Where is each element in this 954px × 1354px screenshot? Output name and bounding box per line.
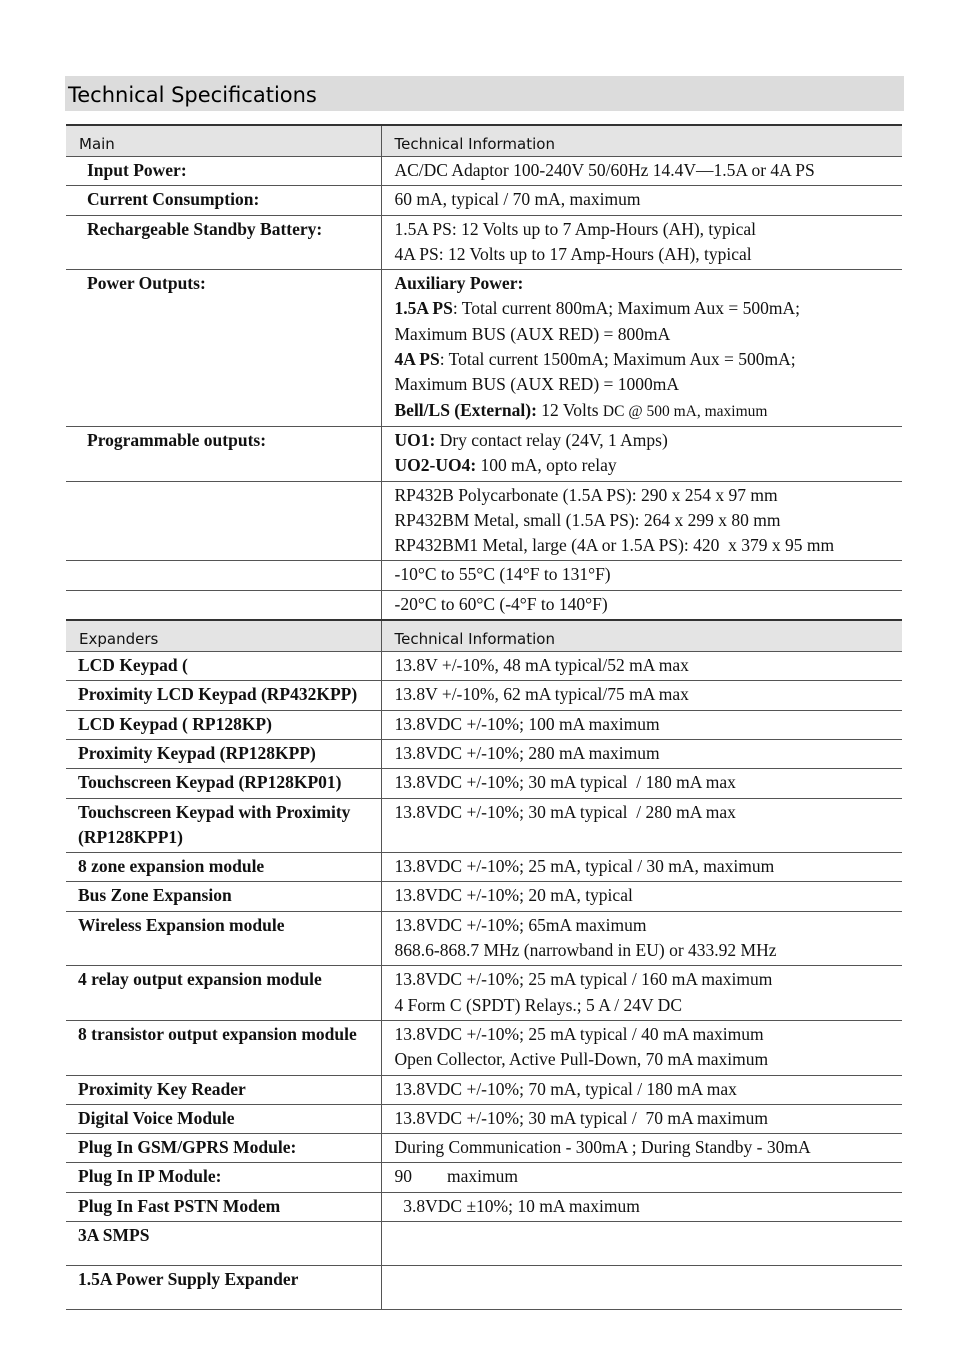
- spec-value-line: 4 Form C (SPDT) Relays.; 5 A / 24V DC: [394, 994, 682, 1015]
- spec-value-line: AC/DC Adaptor 100-240V 50/60Hz 14.4V—1.5A or 4A PS: [394, 160, 815, 180]
- spec-value-line: 13.8VDC +/-10%; 100 mA maximum: [394, 713, 660, 734]
- expanders-row: [66, 853, 902, 882]
- spec-name: Digital Voice Module: [66, 1104, 381, 1133]
- spec-value-line: 13.8VDC +/-10%; 25 mA, typical / 30 mA, maximum: [394, 856, 775, 877]
- spec-name: Touchscreen Keypad (RP128KP01): [66, 769, 381, 798]
- spec-value-line: RP432BM1 Metal, large (4A or 1.5A PS): 420 x 379 x 95 mm: [394, 535, 835, 556]
- main-row: [66, 561, 902, 590]
- spec-value-text: Maximum BUS (AUX RED) = 1000mA: [394, 374, 680, 395]
- expanders-header-info: Technical Information: [381, 620, 902, 652]
- spec-value: [381, 481, 902, 561]
- spec-name: Rechargeable Standby Battery:: [66, 215, 381, 270]
- spec-name: 8 zone expansion module: [66, 853, 381, 882]
- spec-value-line: 13.8VDC +/-10%; 20 mA, typical: [394, 885, 633, 906]
- spec-value-line: 13.8V +/-10%, 62 mA typical/75 mA max: [394, 684, 689, 705]
- spec-name: Bus Zone Expansion: [66, 882, 381, 911]
- spec-value-line: [395, 322, 897, 347]
- spec-value: [381, 681, 902, 710]
- spec-name: Touchscreen Keypad with Proximity (RP128KPP1): [66, 798, 381, 853]
- spec-value-line: [395, 428, 897, 453]
- expanders-row: [66, 966, 902, 1021]
- expanders-row: [66, 1265, 902, 1309]
- spec-value-line: 3.8VDC ±10%; 10 mA maximum: [394, 1195, 640, 1216]
- spec-value-note: DC @ 500 mA, maximum: [602, 402, 768, 420]
- spec-value-emphasis: 4A PS: [394, 349, 440, 370]
- page-title: Technical Specifications: [68, 83, 317, 107]
- spec-name: LCD Keypad (: [66, 652, 381, 681]
- spec-value-line: 60 mA, typical / 70 mA, maximum: [394, 189, 641, 210]
- spec-value: [381, 853, 902, 882]
- spec-value-line: [395, 1267, 897, 1292]
- spec-name: Power Outputs:: [66, 270, 381, 427]
- spec-value: [381, 590, 902, 620]
- spec-value-line: 13.8VDC +/-10%; 25 mA typical / 40 mA maximum: [394, 1023, 764, 1044]
- expanders-row: [66, 1163, 902, 1192]
- spec-value-text: Dry contact relay (24V, 1 Amps): [435, 429, 668, 450]
- expanders-row: [66, 1104, 902, 1133]
- spec-value-text: : Total current 1500mA; Maximum Aux = 500mA;: [439, 349, 796, 370]
- spec-value-text: Maximum BUS (AUX RED) = 800mA: [394, 323, 671, 344]
- spec-value: [381, 1075, 902, 1104]
- spec-value-line: [395, 296, 897, 321]
- spec-value-emphasis: UO1:: [394, 429, 436, 450]
- spec-name: Plug In Fast PSTN Modem: [66, 1192, 381, 1221]
- spec-value-line: 13.8V +/-10%, 48 mA typical/52 mA max: [394, 655, 689, 676]
- expanders-header-label: Expanders: [66, 620, 381, 652]
- spec-name: Plug In GSM/GPRS Module:: [66, 1134, 381, 1163]
- spec-value-line: -10°C to 55°C (14°F to 131°F): [394, 564, 611, 585]
- expanders-header-row: [66, 620, 902, 652]
- spec-name: 4 relay output expansion module: [66, 966, 381, 1021]
- main-row: [66, 270, 902, 427]
- spec-name: Programmable outputs:: [66, 426, 381, 481]
- spec-value: [381, 215, 902, 270]
- spec-value-line: [395, 453, 897, 478]
- spec-value-line: 13.8VDC +/-10%; 30 mA typical / 280 mA max: [394, 801, 736, 822]
- expanders-row: [66, 710, 902, 739]
- spec-name: [66, 590, 381, 620]
- spec-value: [381, 1192, 902, 1221]
- spec-value: [381, 157, 902, 186]
- spec-name: Plug In IP Module:: [66, 1163, 381, 1192]
- spec-value-line: RP432BM Metal, small (1.5A PS): 264 x 299 x 80 mm: [394, 509, 781, 530]
- spec-value: [381, 426, 902, 481]
- expanders-row: [66, 1192, 902, 1221]
- spec-value-line: 4A PS: 12 Volts up to 17 Amp-Hours (AH), typical: [394, 243, 752, 264]
- spec-value-line: 13.8VDC +/-10%; 70 mA, typical / 180 mA max: [394, 1078, 737, 1099]
- spec-value-text: 100 mA, opto relay: [476, 455, 617, 476]
- spec-value-line: [395, 347, 897, 372]
- spec-value-line: 13.8VDC +/-10%; 30 mA typical / 70 mA maximum: [394, 1107, 768, 1128]
- main-row: [66, 481, 902, 561]
- spec-value-line: During Communication - 300mA ; During Standby - 30mA: [394, 1137, 811, 1158]
- spec-name: Proximity Key Reader: [66, 1075, 381, 1104]
- spec-name: 1.5A Power Supply Expander: [66, 1265, 381, 1309]
- spec-value-line: 13.8VDC +/-10%; 25 mA typical / 160 mA maximum: [394, 969, 773, 990]
- expanders-row: [66, 1221, 902, 1265]
- spec-value-line: 13.8VDC +/-10%; 280 mA maximum: [394, 742, 660, 763]
- spec-name: [66, 561, 381, 590]
- main-header-label: Main: [66, 125, 381, 157]
- specifications-table-body: [66, 125, 902, 1309]
- expanders-row: [66, 1075, 902, 1104]
- main-row: [66, 590, 902, 620]
- spec-value: [381, 1020, 902, 1075]
- spec-value-line: [395, 398, 897, 424]
- spec-value-emphasis: Bell/LS (External):: [394, 399, 537, 420]
- main-header-row: [66, 125, 902, 157]
- spec-value-emphasis: 1.5A PS: [394, 298, 453, 319]
- spec-value: [381, 966, 902, 1021]
- expanders-row: [66, 681, 902, 710]
- expanders-row: [66, 1020, 902, 1075]
- spec-value-emphasis: UO2-UO4:: [394, 455, 477, 476]
- expanders-row: [66, 911, 902, 966]
- expanders-row: [66, 1134, 902, 1163]
- spec-value: [381, 1104, 902, 1133]
- spec-value: [381, 186, 902, 215]
- spec-value: [381, 1221, 902, 1265]
- spec-value-line: [395, 1223, 897, 1248]
- spec-name: 8 transistor output expansion module: [66, 1020, 381, 1075]
- spec-value-line: Open Collector, Active Pull-Down, 70 mA maximum: [394, 1049, 769, 1070]
- spec-value-line: [395, 271, 897, 296]
- spec-value: [381, 270, 902, 427]
- spec-value: [381, 710, 902, 739]
- spec-value: [381, 911, 902, 966]
- spec-value-line: [395, 372, 897, 397]
- spec-name: Input Power:: [66, 157, 381, 186]
- spec-value: [381, 1163, 902, 1192]
- expanders-row: [66, 739, 902, 768]
- spec-value-emphasis: Auxiliary Power:: [394, 273, 524, 294]
- spec-name: Current Consumption:: [66, 186, 381, 215]
- spec-value: [381, 1265, 902, 1309]
- spec-value-text: 12 Volts: [536, 399, 603, 420]
- spec-name: Proximity LCD Keypad (RP432KPP): [66, 681, 381, 710]
- expanders-row: [66, 882, 902, 911]
- spec-value-line: 13.8VDC +/-10%; 65mA maximum: [394, 914, 647, 935]
- main-header-info: Technical Information: [381, 125, 902, 157]
- spec-value: [381, 798, 902, 853]
- main-row: [66, 215, 902, 270]
- spec-value: [381, 1134, 902, 1163]
- spec-value-line: 13.8VDC +/-10%; 30 mA typical / 180 mA max: [394, 772, 736, 793]
- spec-value: [381, 652, 902, 681]
- spec-value-line: -20°C to 60°C (-4°F to 140°F): [394, 593, 608, 614]
- spec-value-text: : Total current 800mA; Maximum Aux = 500mA;: [452, 298, 800, 319]
- spec-value: [381, 561, 902, 590]
- spec-value-line: RP432B Polycarbonate (1.5A PS): 290 x 254 x 97 mm: [394, 484, 778, 505]
- spec-value: [381, 739, 902, 768]
- main-row: [66, 157, 902, 186]
- main-row: [66, 186, 902, 215]
- spec-name: Proximity Keypad (RP128KPP): [66, 739, 381, 768]
- spec-value-line: 868.6-868.7 MHz (narrowband in EU) or 433.92 MHz: [394, 940, 777, 961]
- specifications-table: [66, 124, 902, 1310]
- expanders-row: [66, 769, 902, 798]
- spec-name: [66, 481, 381, 561]
- spec-name: Wireless Expansion module: [66, 911, 381, 966]
- spec-name: LCD Keypad ( RP128KP): [66, 710, 381, 739]
- spec-value: [381, 882, 902, 911]
- spec-value-line: 90 maximum: [394, 1166, 518, 1187]
- expanders-row: [66, 652, 902, 681]
- expanders-row: [66, 798, 902, 853]
- section-title-bar: [65, 76, 904, 111]
- spec-name: 3A SMPS: [66, 1221, 381, 1265]
- spec-value-line: 1.5A PS: 12 Volts up to 7 Amp-Hours (AH), typical: [394, 218, 757, 239]
- main-row: [66, 426, 902, 481]
- spec-value: [381, 769, 902, 798]
